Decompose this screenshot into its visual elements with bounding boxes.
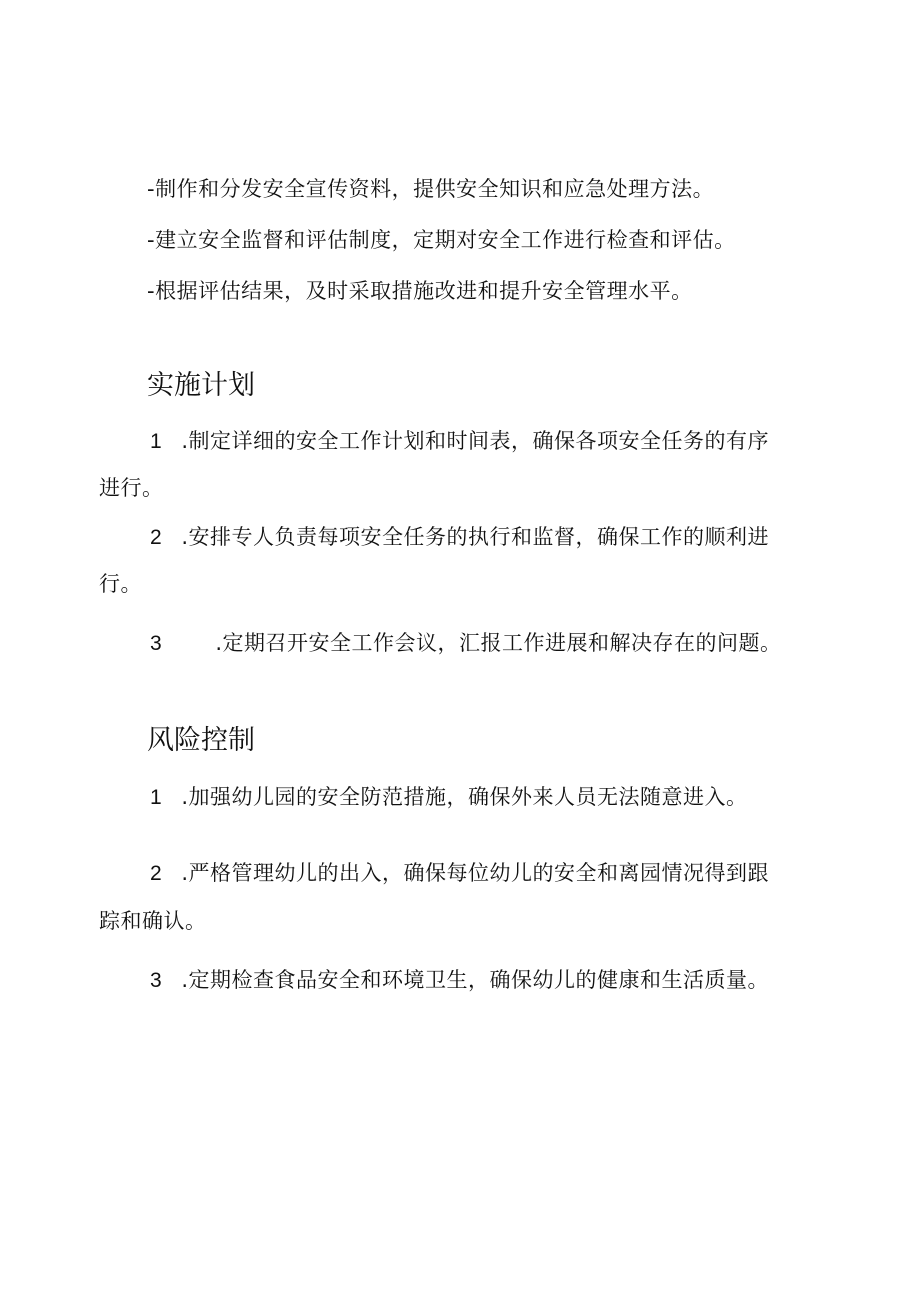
list-text: .严格管理幼儿的出入，确保每位幼儿的安全和离园情况得到跟 (181, 861, 770, 885)
list-number: 2 (150, 526, 163, 549)
list-number: 3 (150, 632, 163, 655)
list-number: 3 (150, 969, 163, 992)
list-item (150, 629, 782, 658)
list-item (150, 783, 748, 812)
section-heading-implementation: 实施计划 (147, 370, 255, 401)
bullet-line: -建立安全监督和评估制度，定期对安全工作进行检查和评估。 (147, 228, 736, 252)
list-item (150, 859, 769, 888)
bullet-line: -根据评估结果，及时采取措施改进和提升安全管理水平。 (147, 279, 693, 303)
section-heading-risk: 风险控制 (147, 725, 255, 756)
list-number: 1 (150, 786, 163, 809)
list-text: .定期检查食品安全和环境卫生，确保幼儿的健康和生活质量。 (181, 968, 770, 992)
list-text: .制定详细的安全工作计划和时间表，确保各项安全任务的有序 (181, 429, 770, 453)
list-item (150, 966, 769, 995)
list-item-continuation: 行。 (99, 572, 142, 596)
list-item (150, 427, 769, 456)
list-item-continuation: 踪和确认。 (99, 909, 207, 933)
bullet-line: -制作和分发安全宣传资料，提供安全知识和应急处理方法。 (147, 177, 715, 201)
list-number: 2 (150, 862, 163, 885)
list-text: .安排专人负责每项安全任务的执行和监督，确保工作的顺利进 (181, 525, 770, 549)
list-item-continuation: 进行。 (99, 476, 164, 500)
list-text: .加强幼儿园的安全防范措施，确保外来人员无法随意进入。 (181, 785, 748, 809)
list-number: 1 (150, 430, 163, 453)
list-item (150, 523, 769, 552)
list-text: .定期召开安全工作会议，汇报工作进展和解决存在的问题。 (215, 631, 782, 655)
